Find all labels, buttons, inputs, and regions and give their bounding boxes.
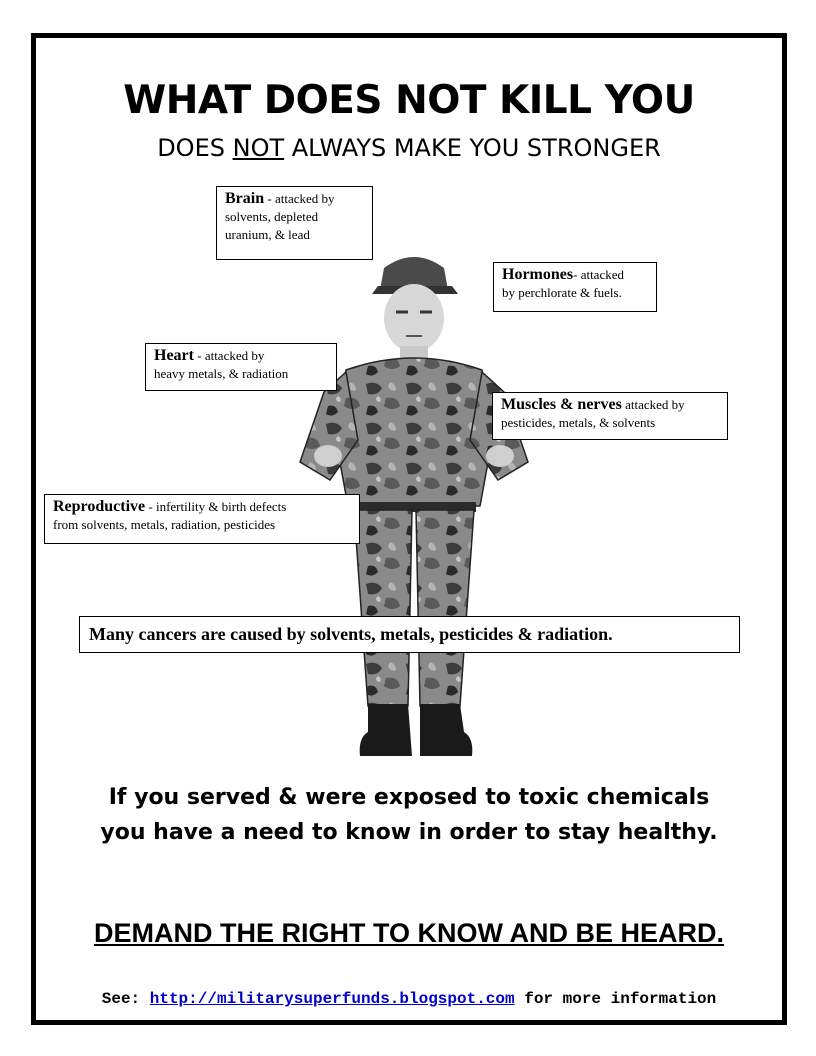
blog-link[interactable]: http://militarysuperfunds.blogspot.com — [149, 990, 515, 1008]
footer-suffix: for more information — [514, 990, 717, 1008]
callout-hormones — [493, 262, 657, 312]
hormones-line-1: by perchlorate & fuels. — [502, 285, 622, 300]
subtitle-after: ALWAYS MAKE YOU STRONGER — [284, 134, 661, 162]
heart-label: Heart — [154, 347, 194, 364]
hormones-text: - attacked — [573, 267, 624, 282]
poster-subtitle — [36, 134, 782, 162]
poster-title: WHAT DOES NOT KILL YOU — [123, 78, 695, 123]
cancer-note: Many cancers are caused by solvents, metals, pesticides & radiation. — [79, 616, 740, 653]
reproductive-line-1: from solvents, metals, radiation, pesticides — [53, 517, 276, 532]
callout-brain — [216, 186, 373, 260]
poster-frame — [31, 33, 787, 1025]
footer-prefix: See: — [101, 990, 150, 1008]
subtitle-before: DOES — [157, 134, 233, 162]
message-line-2: you have a need to know in order to stay healthy. — [100, 820, 718, 845]
brain-line-2: uranium, & lead — [225, 227, 310, 242]
callout-reproductive — [44, 494, 360, 544]
brain-line-1: solvents, depleted — [225, 209, 319, 224]
muscles-label: Muscles & nerves — [501, 396, 622, 413]
message-line-1: If you served & were exposed to toxic chemicals — [108, 785, 710, 810]
muscles-text: attacked by — [621, 397, 685, 412]
muscles-line-1: pesticides, metals, & solvents — [501, 415, 656, 430]
exposure-message — [36, 780, 782, 850]
callout-heart — [145, 343, 337, 391]
reproductive-label: Reproductive — [53, 498, 146, 515]
brain-text: - attacked by — [264, 191, 335, 206]
brain-label: Brain — [225, 190, 265, 207]
hormones-label: Hormones — [502, 266, 574, 283]
callout-muscles — [492, 392, 728, 440]
heart-text: - attacked by — [193, 348, 265, 363]
reproductive-text: - infertility & birth defects — [145, 499, 287, 514]
subtitle-emphasis: NOT — [232, 134, 285, 162]
demand-heading: DEMAND THE RIGHT TO KNOW AND BE HEARD. — [94, 918, 724, 948]
footer — [36, 990, 782, 1008]
heart-line-1: heavy metals, & radiation — [154, 366, 289, 381]
